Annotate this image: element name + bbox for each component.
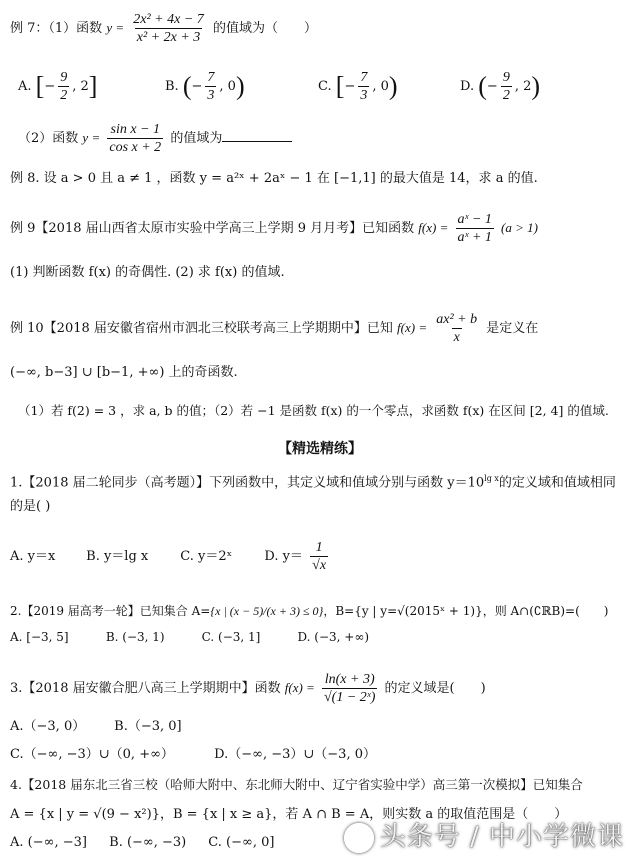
p1-line2: 的是( ) [10,499,51,514]
ex10-f: f(x) = [397,320,428,335]
p1-sup: lg x [484,474,499,483]
neg-sign: − [486,79,498,94]
p1-text: 1.【2018 届二轮同步（高考题）】下列函数中，其定义域和值域分别与函数 y＝10 [10,475,485,491]
p3-f: f(x) = [284,680,315,695]
p4-option-a: A. (−∞, −3] [10,835,87,850]
p3-tail: 的定义域是( ) [384,681,486,696]
ex7-option-a [18,70,97,103]
ex9-f: f(x) = [418,220,449,235]
ex7-p2-fraction [107,122,163,155]
option-letter: A. [18,79,32,94]
frac-num: 9 [60,70,68,85]
ex7-p2-y: y = [82,130,101,145]
ex7-line [10,12,317,45]
frac-num: ax² + b [436,312,478,327]
p3-options-row1 [10,718,182,736]
p2-option-d: D. (−3, +∞) [297,630,370,644]
ex10-head: 例 10【2018 届安徽省宿州市泗北三校联考高三上学期期中】已知 [10,321,393,336]
ex7-den: x² + 2x + 3 [136,30,201,45]
bracket: ) [531,71,541,101]
frac-den: 2 [60,88,68,103]
p2-line [10,602,608,620]
p1-option-b: B. y＝lg x [86,549,149,564]
ex7-option-d [460,70,540,103]
ex8-line: 例 8. 设 a > 0 且 a ≠ 1 ，函数 y = a²ˣ + 2aˣ − 1 在 [−1,1] 的最大值是 14，求 a 的值. [10,171,538,186]
answer-blank [222,129,292,142]
p3-option-c: C.（−∞, −3）∪（0, +∞） [10,747,174,762]
camera-logo-icon [344,823,374,853]
ex7-part2 [18,122,292,155]
frac-den: 2 [502,88,510,103]
ex10-domain: (−∞, b−3] ∪ [b−1, +∞) 上的奇函数. [10,365,238,380]
p1-option-a: A. y＝x [10,549,56,564]
frac-den: cos x + 2 [109,140,162,155]
p3-pre: 3.【2018 届安徽合肥八高三上学期期中】函数 [10,681,281,696]
watermark [344,816,624,853]
option-fraction [205,70,216,103]
p2-mid: ，B={y | y=√(2015ˣ + 1)}，则 A∩(∁ℝB)=( ) [323,604,609,618]
option-letter: B. [165,79,179,94]
option-rest: , 0 [372,79,389,94]
ex7-num: 2x² + 4x − 7 [133,12,204,27]
frac-den: x [453,330,460,345]
ex7-option-c [318,70,398,103]
frac-den: √(1 − 2ˣ) [323,690,376,705]
ex9-fraction [456,212,494,245]
p2-pre: 2.【2019 届高考一轮】已知集合 A= [10,604,211,618]
option-letter: D. [460,79,475,94]
option-rest: , 2 [72,79,89,94]
frac-den: √x [312,558,327,573]
frac-num: ln(x + 3) [324,672,375,687]
ex7-option-b [165,70,245,103]
p4-line2: A = {x | y = √(9 − x²)}，B = {x | x ≥ a}，若 A ∩ B = A，则实数 a 的取值范围是（ ） [10,807,568,822]
frac-num: sin x − 1 [110,122,161,137]
p2-option-b: B. (−3, 1) [105,630,165,644]
bracket: ] [88,71,98,101]
frac-num: 9 [502,70,510,85]
p4-line1: 4.【2018 届东北三省三校（哈师大附中、东北师大附中、辽宁省实验中学）高三第一次模拟】已知集合 [10,777,583,792]
p1-option-d: D. y＝ [264,549,303,564]
option-letter: C. [318,79,332,94]
p1-option-c: C. y＝2ˣ [180,549,233,564]
ex9-head: 例 9【2018 届山西省太原市实验中学高三上学期 9 月月考】已知函数 [10,221,415,236]
ex7-fraction [131,12,206,45]
neg-sign: − [44,79,56,94]
frac-num: aˣ − 1 [457,212,492,227]
ex7-p2-head: （2）函数 [18,131,79,146]
watermark-text: 头条号 / 中小学微课 [379,822,624,852]
p1-options [10,540,331,573]
p1-d-fraction [310,540,328,573]
ex10-tail: 是定义在 [486,321,539,336]
neg-sign: − [344,79,356,94]
p3-fraction [322,672,377,705]
bracket: ( [478,71,487,101]
ex10-fraction [434,312,479,345]
option-fraction [358,70,369,103]
p3-option-a: A.（−3, 0） [10,719,86,734]
bracket: [ [35,71,45,101]
p4-options [10,834,274,852]
p4-option-b: B. (−∞, −3) [109,835,187,850]
p2-options [10,628,369,646]
frac-den: aˣ + 1 [457,230,492,245]
frac-num: 1 [315,540,323,555]
p3-option-d: D.（−∞, −3）∪（−3, 0） [214,747,376,762]
ex7-head: 例 7：（1）函数 [10,21,103,36]
frac-num: 7 [360,70,368,85]
p3-option-b: B.（−3, 0] [114,719,182,734]
p2-set-a: {x | (x − 5)/(x + 3) ≤ 0} [210,604,324,618]
p1-text-b: 的定义域和值域相同 [498,475,616,491]
neg-sign: − [191,79,203,94]
frac-den: 3 [360,88,368,103]
option-fraction [501,70,512,103]
ex7-p2-tail: 的值域为 [170,131,223,146]
p4-option-c: C. (−∞, 0] [208,835,275,850]
ex7-tail: 的值域为（ ） [212,21,317,36]
p2-option-c: C. (−3, 1] [201,630,261,644]
option-rest: , 2 [514,79,532,94]
bracket: [ [335,71,345,101]
bracket: ) [235,71,245,101]
ex7-y: y = [106,20,125,35]
option-rest: , 0 [219,79,236,94]
bracket: ( [182,71,192,101]
frac-den: 3 [207,88,215,103]
ex10-line [10,312,538,345]
bracket: ) [388,71,398,101]
p2-option-a: A. [−3, 5] [10,630,69,644]
p3-options-row2 [10,746,376,764]
option-fraction [58,70,69,103]
p3-line [10,672,486,705]
ex9-cond: (a > 1) [501,220,538,235]
ex9-line [10,212,538,245]
ex9-question: (1) 判断函数 f(x) 的奇偶性. (2) 求 f(x) 的值域. [10,265,285,280]
p1-line1 [10,470,616,492]
practice-heading: 【精选精练】 [278,441,362,457]
frac-num: 7 [207,70,215,85]
ex10-question: （1）若 f(2) = 3 ，求 a, b 的值；（2）若 −1 是函数 f(x) 的一个零点，求函数 f(x) 在区间 [2, 4] 的值域. [18,403,609,418]
